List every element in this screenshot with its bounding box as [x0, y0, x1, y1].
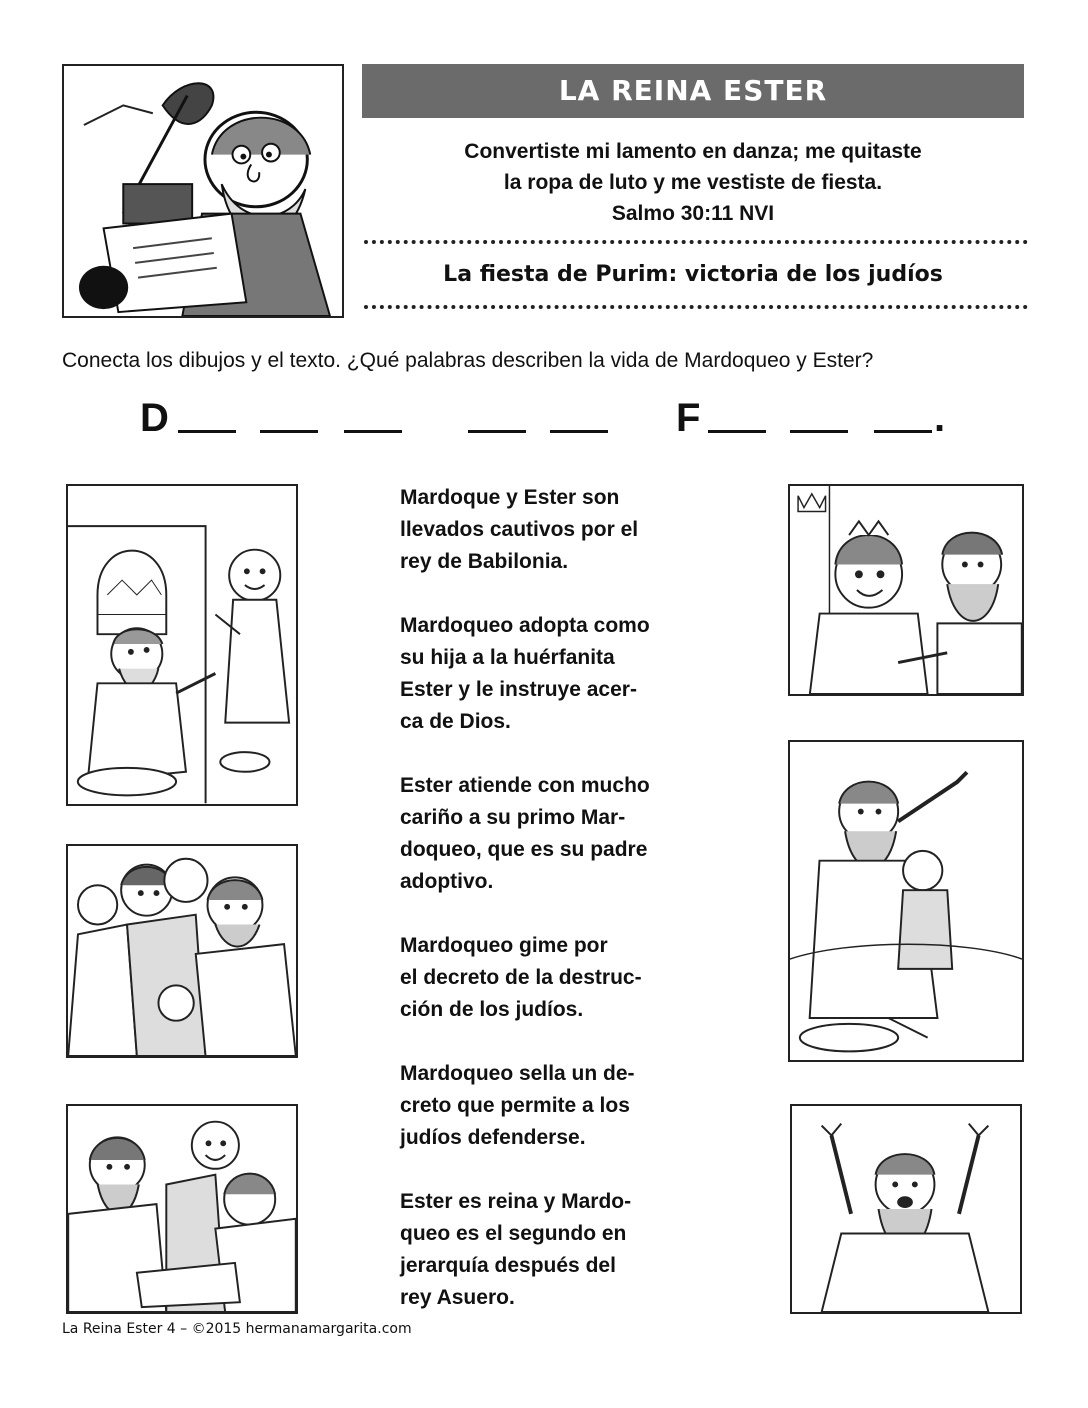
word1-blank[interactable] [468, 430, 526, 433]
esther-mordecai-drawing [790, 486, 1022, 694]
text-line: creto que permite a los [400, 1094, 630, 1117]
page-footer: La Reina Ester 4 – ©2015 hermanamargarita.com [62, 1321, 412, 1337]
bible-verse [362, 136, 1024, 229]
text-line: ción de los judíos. [400, 998, 584, 1021]
text-line: Ester es reina y Mardo- [400, 1190, 632, 1213]
activity-instruction: Conecta los dibujos y el texto. ¿Qué palabras describen la vida de Mardoqueo y Ester? [62, 349, 874, 372]
illustration-mordecai-mourning[interactable] [790, 1104, 1022, 1314]
decree-drawing [68, 1106, 296, 1312]
text-item-decree[interactable] [400, 1058, 730, 1154]
word2-blank[interactable] [874, 430, 932, 433]
text-line: el decreto de la destruc- [400, 966, 642, 989]
text-line: llevados cautivos por el [400, 518, 639, 541]
text-line: rey de Babilonia. [400, 550, 569, 573]
text-item-captivity[interactable] [400, 482, 730, 578]
mordecai-teaching-drawing [68, 486, 296, 804]
text-item-adoption[interactable] [400, 610, 730, 738]
text-line: Mardoque y Ester son [400, 486, 620, 509]
text-line: cariño a su primo Mar- [400, 806, 626, 829]
text-line: ca de Dios. [400, 710, 511, 733]
text-line: jerarquía después del [400, 1254, 616, 1277]
verse-line: Convertiste mi lamento en danza; me quitaste [464, 140, 922, 163]
illustration-decree-rejoicing[interactable] [66, 1104, 298, 1314]
mordecai-mourning-drawing [792, 1106, 1020, 1312]
word1-blank[interactable] [260, 430, 318, 433]
dotted-divider-top [364, 240, 1028, 244]
illustration-esther-and-mordecai[interactable] [788, 484, 1024, 696]
text-line: rey Asuero. [400, 1286, 515, 1309]
text-line: Ester y le instruye acer- [400, 678, 637, 701]
text-line: su hija a la huérfanita [400, 646, 615, 669]
mordecai-child-drawing [790, 742, 1022, 1060]
word1-blank[interactable] [178, 430, 236, 433]
scribe-illustration [62, 64, 344, 318]
verse-reference: Salmo 30:11 NVI [611, 202, 775, 225]
scribe-drawing [64, 66, 342, 316]
lesson-subtitle: La fiesta de Purim: victoria de los judíos [443, 262, 943, 287]
word2-blank[interactable] [708, 430, 766, 433]
text-item-mourning[interactable] [400, 930, 730, 1026]
text-item-care[interactable] [400, 770, 730, 898]
text-line: judíos defenderse. [400, 1126, 586, 1149]
text-line: queo es el segundo en [400, 1222, 627, 1245]
text-line: Mardoqueo adopta como [400, 614, 650, 637]
captives-drawing [68, 846, 296, 1056]
word2-first-letter: F [676, 396, 701, 440]
word2-blank[interactable] [790, 430, 848, 433]
text-line: Mardoqueo sella un de- [400, 1062, 635, 1085]
text-line: Ester atiende con mucho [400, 774, 650, 797]
text-line: adoptivo. [400, 870, 494, 893]
text-line: Mardoqueo gime por [400, 934, 608, 957]
page-title: LA REINA ESTER [362, 64, 1024, 118]
word1-blank[interactable] [550, 430, 608, 433]
end-period: . [934, 396, 946, 440]
text-item-queen[interactable] [400, 1186, 730, 1314]
word1-first-letter: D [140, 396, 169, 440]
verse-line: la ropa de luto y me vestiste de fiesta. [503, 171, 883, 194]
illustration-mordecai-teaching-esther[interactable] [66, 484, 298, 806]
text-line: doqueo, que es su padre [400, 838, 648, 861]
illustration-jews-captive[interactable] [66, 844, 298, 1058]
dotted-divider-bottom [364, 305, 1028, 309]
illustration-mordecai-with-child[interactable] [788, 740, 1024, 1062]
word1-blank[interactable] [344, 430, 402, 433]
